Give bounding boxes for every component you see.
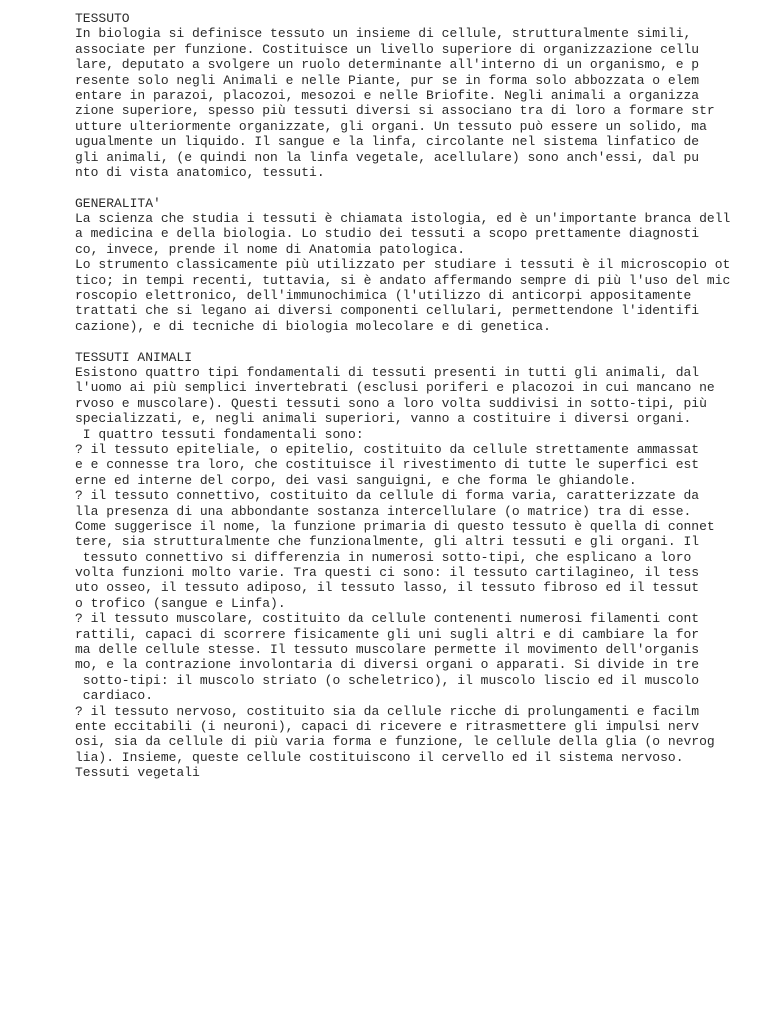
text-line: Lo strumento classicamente più utilizzato per studiare i tessuti è il microscopio ot: [75, 257, 731, 273]
text-line: specializzati, e, negli animali superiori, vanno a costituire i diversi organi.: [75, 411, 692, 427]
text-line: uto osseo, il tessuto adiposo, il tessuto lasso, il tessuto fibroso ed il tessut: [75, 580, 700, 596]
text-line: cazione), e di tecniche di biologia molecolare e di genetica.: [75, 318, 551, 334]
text-line: tessuto connettivo si differenzia in numerosi sotto-tipi, che esplicano a loro: [75, 549, 692, 565]
text-line: TESSUTO: [75, 11, 130, 26]
text-line: rvoso e muscolare). Questi tessuti sono a loro volta suddivisi in sotto-tipi, più: [75, 395, 707, 411]
text-line: l'uomo ai più semplici invertebrati (esclusi poriferi e placozoi in cui mancano ne: [75, 380, 715, 396]
text-line: utture ulteriormente organizzate, gli organi. Un tessuto può essere un solido, ma: [75, 118, 707, 134]
text-line: ? il tessuto nervoso, costituito sia da cellule ricche di prolungamenti e facilm: [75, 703, 700, 719]
text-line: ma delle cellule stesse. Il tessuto muscolare permette il movimento dell'organis: [75, 642, 700, 658]
text-line: sotto-tipi: il muscolo striato (o scheletrico), il muscolo liscio ed il muscolo: [75, 672, 700, 688]
blank-line: [75, 180, 755, 195]
blank-line: [75, 334, 755, 349]
text-line: mo, e la contrazione involontaria di diversi organi o apparati. Si divide in tre: [75, 657, 700, 673]
text-line: a medicina e della biologia. Lo studio dei tessuti a scopo prettamente diagnosti: [75, 226, 700, 242]
text-line: ente eccitabili (i neuroni), capaci di ricevere e ritrasmettere gli impulsi nerv: [75, 718, 700, 734]
text-line: osi, sia da cellule di più varia forma e funzione, le cellule della glia (o nevrog: [75, 734, 715, 750]
text-line: Esistono quattro tipi fondamentali di tessuti presenti in tutti gli animali, dal: [75, 364, 700, 380]
text-line: lla presenza di una abbondante sostanza intercellulare (o matrice) tra di esse.: [75, 503, 692, 519]
text-line: resente solo negli Animali e nelle Piante, pur se in forma solo abbozzata o elem: [75, 72, 700, 88]
text-line: zione superiore, spesso più tessuti diversi si associano tra di loro a formare str: [75, 103, 715, 119]
text-line: lare, deputato a svolgere un ruolo determinante all'interno di un organismo, e p: [75, 57, 700, 73]
text-line: I quattro tessuti fondamentali sono:: [75, 426, 364, 442]
text-line: rattili, capaci di scorrere fisicamente gli uni sugli altri e di cambiare la for: [75, 626, 700, 642]
text-line: o trofico (sangue e Linfa).: [75, 595, 286, 611]
text-line: erne ed interne del corpo, dei vasi sanguigni, e che forma le ghiandole.: [75, 472, 637, 488]
text-line: e e connesse tra loro, che costituisce il rivestimento di tutte le superfici est: [75, 457, 700, 473]
text-line: GENERALITA': [75, 195, 161, 211]
text-line: cardiaco.: [75, 688, 154, 704]
text-line: TESSUTI ANIMALI: [75, 349, 193, 365]
text-line: co, invece, prende il nome di Anatomia patologica.: [75, 241, 466, 257]
text-line: trattati che si legano ai diversi componenti cellulari, permettendone l'identifi: [75, 303, 700, 319]
text-line: associate per funzione. Costituisce un livello superiore di organizzazione cellu: [75, 41, 700, 57]
text-line: In biologia si definisce tessuto un insieme di cellule, strutturalmente simili,: [75, 26, 692, 42]
text-line: nto di vista anatomico, tessuti.: [75, 164, 325, 180]
text-line: Tessuti vegetali: [75, 765, 200, 781]
text-line: lia). Insieme, queste cellule costituiscono il cervello ed il sistema nervoso.: [75, 749, 684, 765]
text-line: roscopio elettronico, dell'immunochimica (l'utilizzo di anticorpi appositamente: [75, 288, 692, 304]
text-line: volta funzioni molto varie. Tra questi ci sono: il tessuto cartilagineo, il tess: [75, 565, 700, 581]
text-line: gli animali, (e quindi non la linfa vegetale, acellulare) sono anch'essi, dal pu: [75, 149, 700, 165]
text-line: Come suggerisce il nome, la funzione primaria di questo tessuto è quella di connet: [75, 518, 715, 534]
text-line: ? il tessuto connettivo, costituito da cellule di forma varia, caratterizzate da: [75, 488, 700, 504]
text-line: tico; in tempi recenti, tuttavia, si è andato affermando sempre di più l'uso del mic: [75, 272, 731, 288]
text-line: ? il tessuto muscolare, costituito da cellule contenenti numerosi filamenti cont: [75, 611, 700, 627]
text-line: tere, sia strutturalmente che funzionalmente, gli altri tessuti e gli organi. Il: [75, 534, 700, 550]
text-line: ? il tessuto epiteliale, o epitelio, costituito da cellule strettamente ammassat: [75, 441, 700, 457]
text-line: ugualmente un liquido. Il sangue e la linfa, circolante nel sistema linfatico de: [75, 134, 700, 150]
document-page: [75, 11, 755, 781]
text-line: entare in parazoi, placozoi, mesozoi e nelle Briofite. Negli animali a organizza: [75, 87, 700, 103]
text-line: La scienza che studia i tessuti è chiamata istologia, ed è un'importante branca dell: [75, 211, 731, 227]
